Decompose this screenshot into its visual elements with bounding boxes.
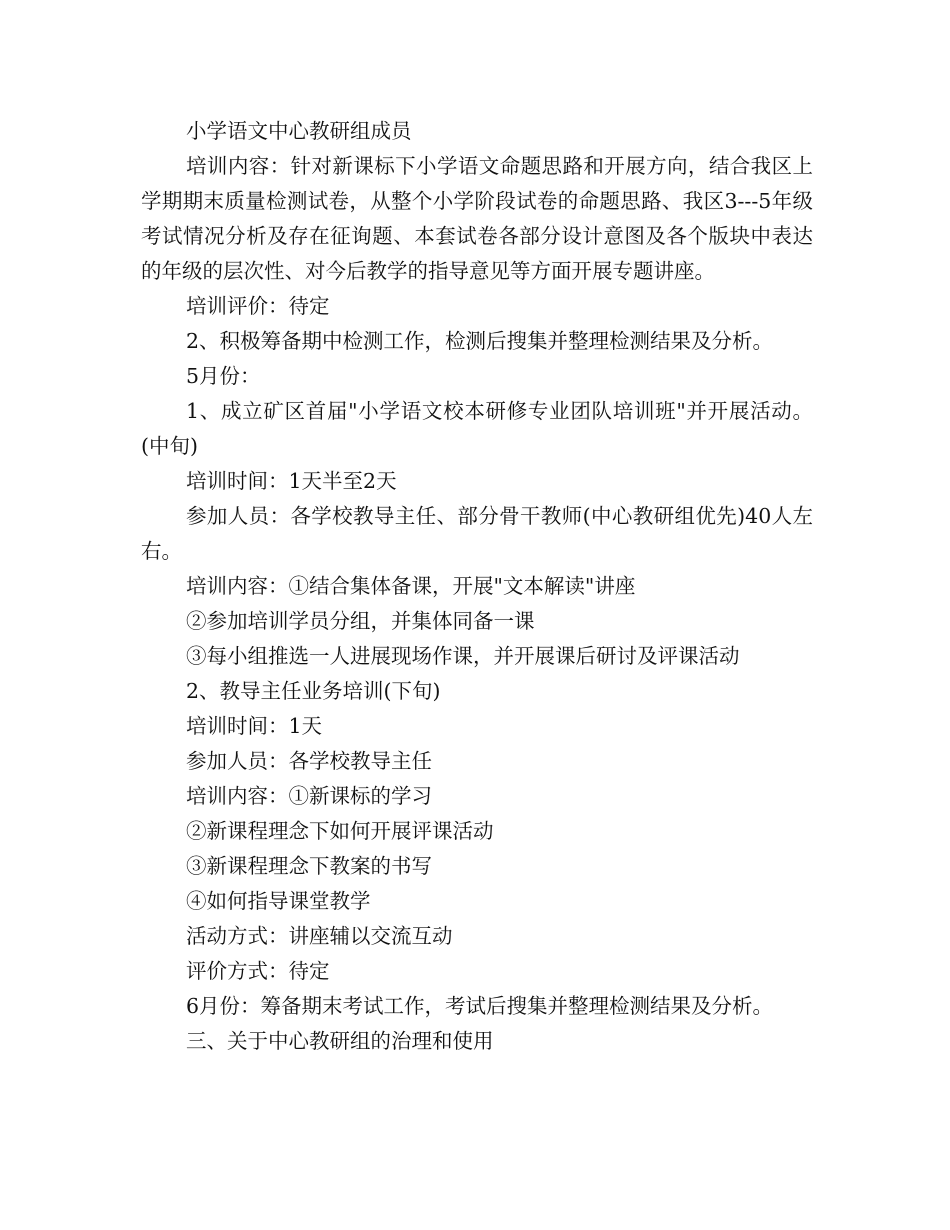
activity-method-line: 活动方式：讲座辅以交流互动	[186, 924, 453, 948]
may-item-1: 1、成立矿区首届"小学语文校本研修专业团队培训班"并开展活动。(中旬)	[141, 399, 813, 458]
content-item-4b: ④如何指导课堂教学	[186, 889, 371, 913]
content-item-2: ②参加培训学员分组，并集体同备一课	[186, 609, 535, 633]
training-evaluation-line: 培训评价：待定	[186, 294, 330, 318]
training-content-line: 培训内容：①结合集体备课，开展"文本解读"讲座	[186, 574, 636, 598]
evaluation-method-line: 评价方式：待定	[186, 959, 330, 983]
member-line: 小学语文中心教研组成员	[186, 119, 412, 143]
june-line: 6月份：筹备期末考试工作，考试后搜集并整理检测结果及分析。	[186, 994, 774, 1018]
training-time-line: 培训时间：1天半至2天	[186, 469, 397, 493]
section-heading-three: 三、关于中心教研组的治理和使用	[186, 1029, 494, 1053]
may-heading: 5月份：	[186, 364, 261, 388]
training-time-line-2: 培训时间：1天	[186, 714, 323, 738]
training-content-paragraph: 培训内容：针对新课标下小学语文命题思路和开展方向，结合我区上学期期末质量检测试卷，从整个小学阶段试卷的命题思路、我区3---5年级考试情况分析及存在征询题、本套试卷各部分设计意图及各个版块中表达的年级的层次性、对今后教学的指导意见等方面开展专题讲座。	[141, 154, 813, 283]
may-item-2: 2、教导主任业务培训(下旬)	[186, 679, 441, 703]
content-item-3b: ③新课程理念下教案的书写	[186, 854, 432, 878]
content-item-2b: ②新课程理念下如何开展评课活动	[186, 819, 494, 843]
training-content-line-2: 培训内容：①新课标的学习	[186, 784, 432, 808]
participants-line: 参加人员：各学校教导主任、部分骨干教师(中心教研组优先)40人左右。	[141, 504, 813, 563]
midterm-item: 2、积极筹备期中检测工作，检测后搜集并整理检测结果及分析。	[186, 329, 774, 353]
document-body	[141, 114, 813, 1059]
participants-line-2: 参加人员：各学校教导主任	[186, 749, 432, 773]
content-item-3: ③每小组推选一人进展现场作课，并开展课后研讨及评课活动	[186, 644, 740, 668]
